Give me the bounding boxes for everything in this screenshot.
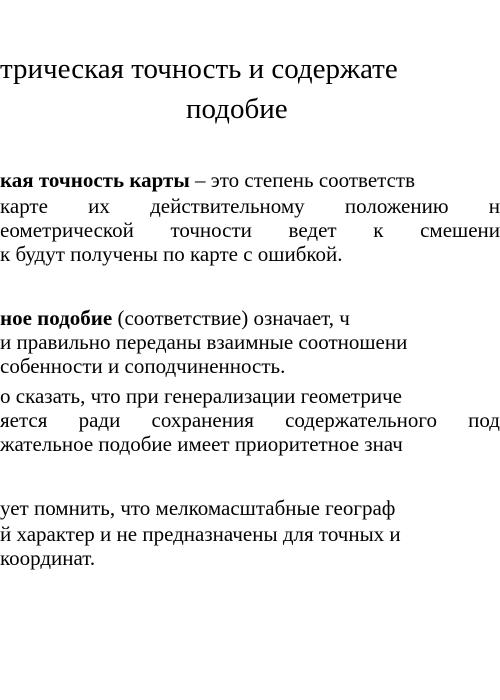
paragraph-3-line-3: жательное подобие имеет приоритетное знач [0, 432, 403, 456]
paragraph-2-line-1 [0, 306, 500, 330]
paragraph-3-line-1: о сказать, что при генерализации геометриче [0, 384, 402, 408]
paragraph-4-line-1: ует помнить, что мелкомасштабные географ [0, 496, 396, 520]
slide-title-line-1: трическая точность и содержате [0, 53, 398, 85]
paragraph-2-term: ное подобие [0, 306, 113, 330]
paragraph-2-line-2: и правильно переданы взаимные соотношени [0, 330, 408, 354]
paragraph-1-line-2: карте их действительному положению н [0, 194, 500, 218]
paragraph-1-term: кая точность карты [0, 168, 190, 192]
paragraph-1-line-3: еометрической точности ведет к смешени [0, 218, 500, 242]
paragraph-4-line-2: й характер и не предназначены для точных и [0, 522, 401, 546]
paragraph-2-line-3: собенности и соподчиненность. [0, 354, 286, 378]
paragraph-4-line-3: координат. [0, 546, 96, 570]
paragraph-1-line-1 [0, 168, 415, 192]
slide-title-line-2: подобие [186, 93, 288, 125]
paragraph-1-line-4: к будут получены по карте с ошибкой. [0, 242, 343, 266]
paragraph-3-line-2: яется ради сохранения содержательного под [0, 408, 500, 432]
paragraph-1-line-1-text: – это степень соответств [189, 168, 416, 192]
paragraph-2-line-1-text: (соответствие) означает, ч [112, 306, 350, 330]
